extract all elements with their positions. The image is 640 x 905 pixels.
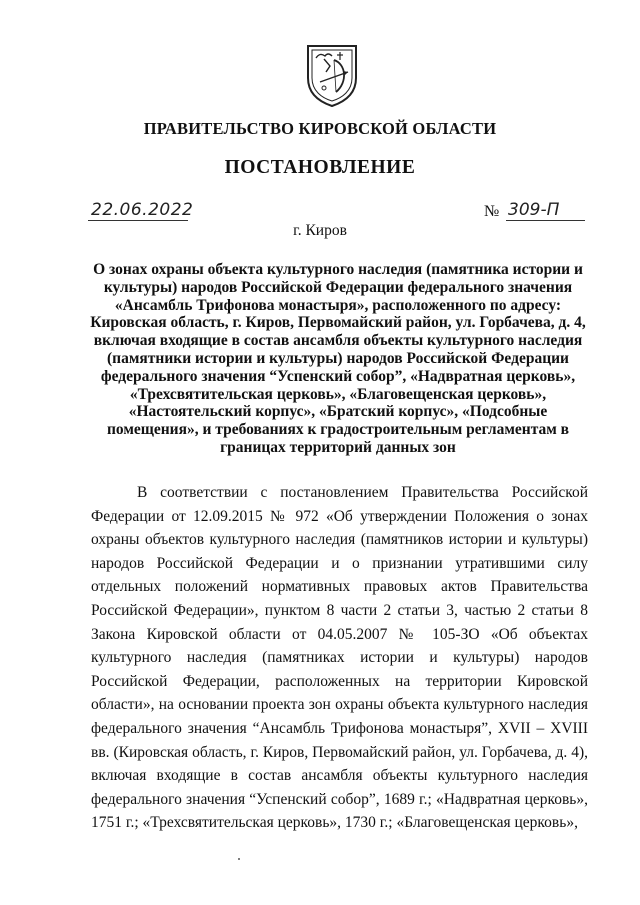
body-paragraph: В соответствии с постановлением Правительства Российской Федерации от 12.09.2015 № 972 «Об утверждении Положения о зонах охраны объектов культурного наследия (памятников истории и культуры) народов Российской Федерации и о признании утратившими силу отдельных положений нормативных правовых актов Правительства Российской Федерации», пунктом 8 части 2 статьи 3, частью 2 статьи 8 Закона Кировской области от 04.05.2007 № 105-ЗО «Об объектах культурного наследия (памятниках истории и культуры) народов Российской Федерации, расположенных на территории Кировской области», на основании проекта зон охраны объекта культурного наследия федерального значения “Ансамбль Трифонова монастыря”, XVII – XVIII вв. (Кировская область, г. Киров, Первомайский район, ул. Горбачева, д. 4), включая входящие в состав ансамбля объекты культурного наследия федерального значения “Успенский собор”, 1689 г.; «Надвратная церковь», 1751 г.; «Трехсвятительская церковь», 1730 г.; «Благовещенская церковь», (91, 484, 588, 832)
document-subject: О зонах охраны объекта культурного наследия (памятника истории и культуры) народов Российской Федерации федерального значения «Ансамбль Трифонова монастыря», расположенного по адресу: Кировская область, г. Киров, Первомайский район, ул. Горбачева, д. 4, включая входящие в состав ансамбля объекты культурного наследия (памятники истории и культуры) народов Российской Федерации федерального значения “Успенский собор”, «Надвратная церковь», «Трехсвятительская церковь», «Благовещенская церковь», «Настоятельский корпус», «Братский корпус», «Подсобные помещения», и требованиях к градостроительным регламентам в границах территорий данных зон (90, 261, 586, 456)
kirov-region-coat-of-arms-icon (304, 42, 360, 108)
city-line: г. Киров (293, 222, 347, 239)
number-underline (506, 220, 585, 221)
scan-speck (238, 858, 240, 860)
document-date: 22.06.2022 (91, 200, 194, 220)
document-number: 309-П (508, 200, 560, 220)
date-underline (88, 220, 188, 221)
document-type-title: ПОСТАНОВЛЕНИЕ (224, 157, 416, 178)
organization-title: ПРАВИТЕЛЬСТВО КИРОВСКОЙ ОБЛАСТИ (143, 119, 497, 138)
document-number-label: № (484, 203, 500, 220)
